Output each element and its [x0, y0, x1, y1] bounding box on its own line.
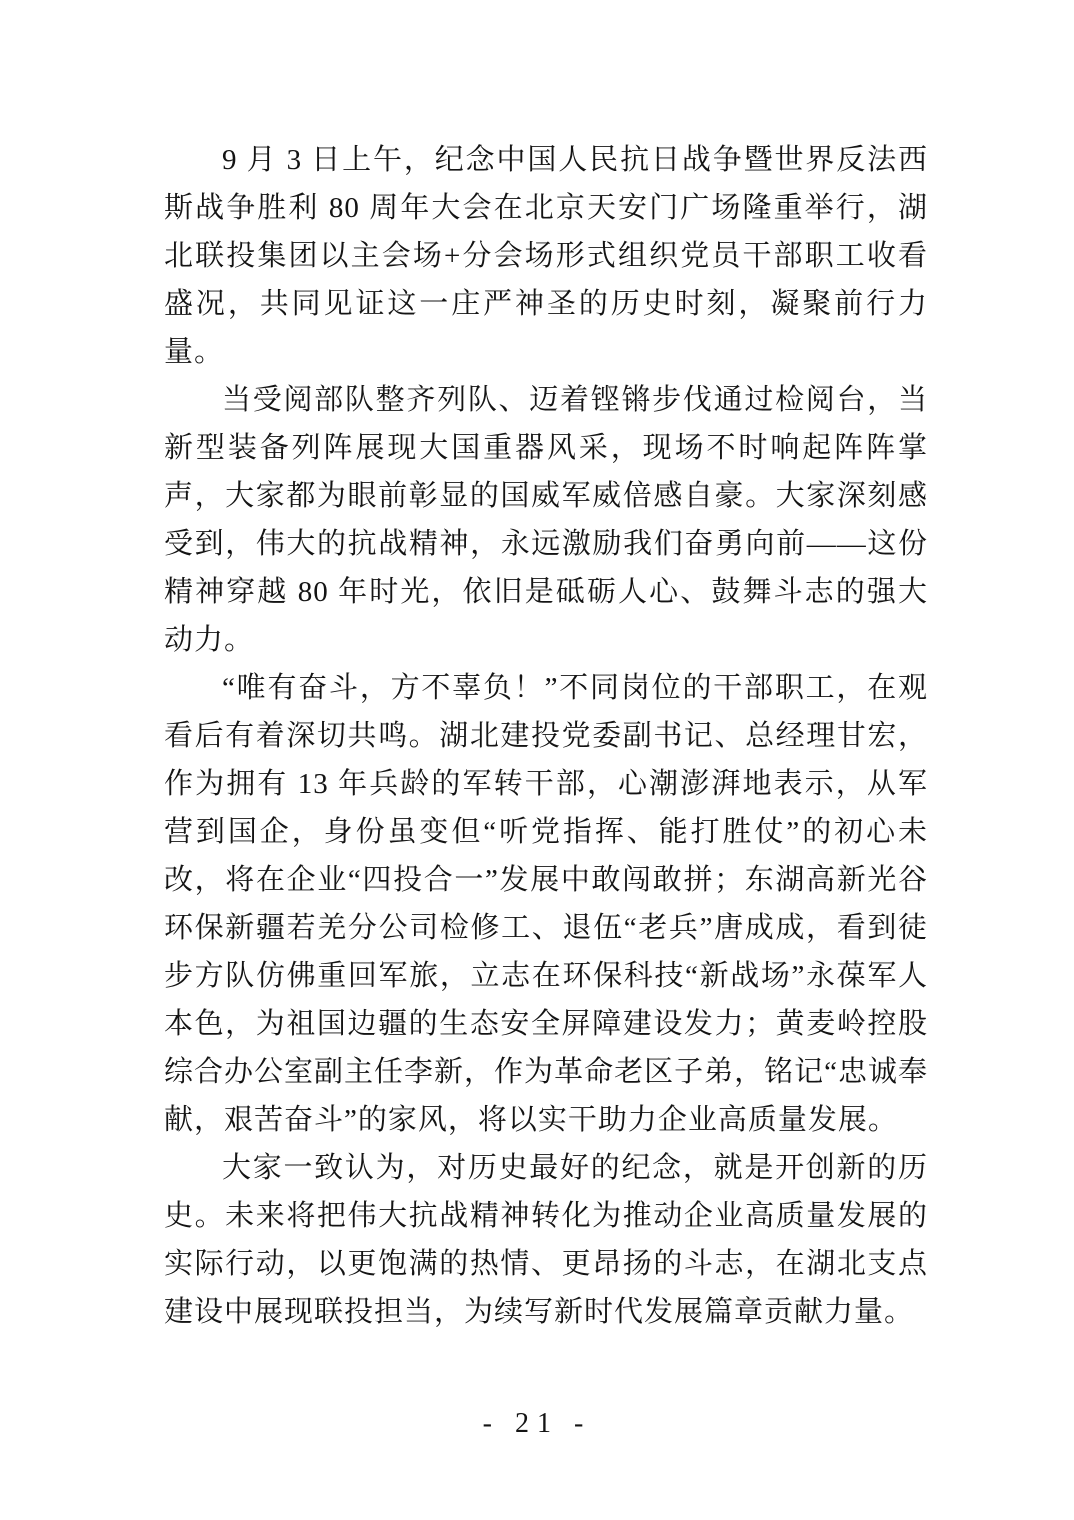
page-number: - 21 -: [482, 1408, 592, 1439]
body-paragraph-1: 9 月 3 日上午，纪念中国人民抗日战争暨世界反法西斯战争胜利 80 周年大会在北京天安门广场隆重举行，湖北联投集团以主会场+分会场形式组织党员干部职工收看盛况，共同见证这一庄严神圣的历史时刻，凝聚前行力量。: [164, 144, 928, 368]
document-body: [164, 136, 928, 1336]
body-paragraph-3: “唯有奋斗，方不辜负！”不同岗位的干部职工，在观看后有着深切共鸣。湖北建投党委副书记、总经理甘宏，作为拥有 13 年兵龄的军转干部，心潮澎湃地表示，从军营到国企，身份虽变但“听党指挥、能打胜仗”的初心未改，将在企业“四投合一”发展中敢闯敢拼；东湖高新光谷环保新疆若羌分公司检修工、退伍“老兵”唐成成，看到徒步方队仿佛重回军旅，立志在环保科技“新战场”永葆军人本色，为祖国边疆的生态安全屏障建设发力；黄麦岭控股综合办公室副主任李新，作为革命老区子弟，铭记“忠诚奉献，艰苦奋斗”的家风，将以实干助力企业高质量发展。: [164, 672, 928, 1136]
body-paragraph-4: 大家一致认为，对历史最好的纪念，就是开创新的历史。未来将把伟大抗战精神转化为推动企业高质量发展的实际行动，以更饱满的热情、更昂扬的斗志，在湖北支点建设中展现联投担当，为续写新时代发展篇章贡献力量。: [164, 1152, 928, 1328]
body-paragraph-2: 当受阅部队整齐列队、迈着铿锵步伐通过检阅台，当新型装备列阵展现大国重器风采，现场不时响起阵阵掌声，大家都为眼前彰显的国威军威倍感自豪。大家深刻感受到，伟大的抗战精神，永远激励我们奋勇向前——这份精神穿越 80 年时光，依旧是砥砺人心、鼓舞斗志的强大动力。: [164, 384, 928, 656]
